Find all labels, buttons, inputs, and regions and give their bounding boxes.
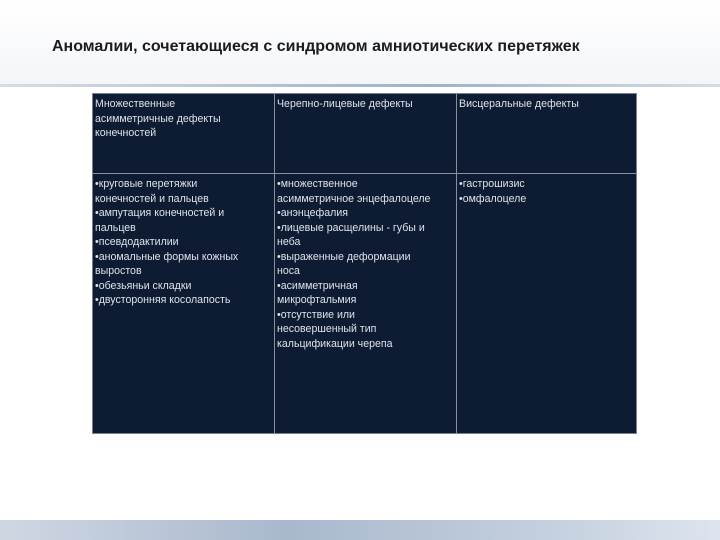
body-cell-visceral-defects [457, 177, 637, 206]
list-item-line: •обезьяньи складки [95, 279, 192, 292]
list-item-line: выростов [95, 265, 142, 277]
list-item-line: •омфалоцеле [459, 192, 527, 205]
list-item-line: •выраженные деформации [277, 250, 411, 263]
list-item-line: несовершенный тип [277, 323, 377, 335]
list-item-line: •круговые перетяжки [95, 178, 198, 190]
header-text-line: Черепно-лицевые дефекты [277, 98, 413, 110]
header-text-line: Висцеральные дефекты [459, 98, 579, 110]
header-text-line: Множественные [95, 98, 176, 110]
list-item-line: •гастрошизис [459, 178, 525, 190]
header-divider [0, 84, 720, 87]
list-item-line: асимметричное энцефалоцеле [277, 192, 431, 205]
header-cell-visceral-defects [457, 97, 637, 112]
header-text-line: асимметричные дефекты [95, 112, 221, 125]
header-text-line: конечностей [95, 127, 157, 139]
list-item-line: микрофтальмия [277, 294, 357, 306]
footer-band [0, 520, 720, 540]
list-item-line: •асимметричная [277, 279, 358, 292]
list-item-line: неба [277, 236, 301, 248]
list-item-line: •псевдодактилии [95, 236, 179, 248]
header-cell-craniofacial-defects [275, 97, 457, 112]
list-item-line: •аномальные формы кожных [95, 250, 239, 263]
body-cell-limb-defects [93, 177, 274, 308]
list-item-line: •двусторонняя косолапость [95, 294, 231, 306]
list-item-line: •отсутствие или [277, 308, 355, 321]
list-item-line: •анэнцефалия [277, 207, 348, 219]
header-row-divider [93, 173, 636, 174]
list-item-line: пальцев [95, 221, 136, 234]
anomalies-table [92, 93, 637, 434]
header-cell-limb-defects [93, 97, 274, 141]
slide-title: Аномалии, сочетающиеся с синдромом амниотических перетяжек [52, 38, 580, 55]
list-item-line: •лицевые расщелины - губы и [277, 221, 425, 234]
list-item-line: •множественное [277, 178, 358, 190]
list-item-line: носа [277, 265, 300, 277]
body-cell-craniofacial-defects [275, 177, 457, 351]
list-item-line: кальцификации черепа [277, 337, 393, 350]
list-item-line: •ампутация конечностей и [95, 207, 225, 219]
list-item-line: конечностей и пальцев [95, 192, 209, 205]
